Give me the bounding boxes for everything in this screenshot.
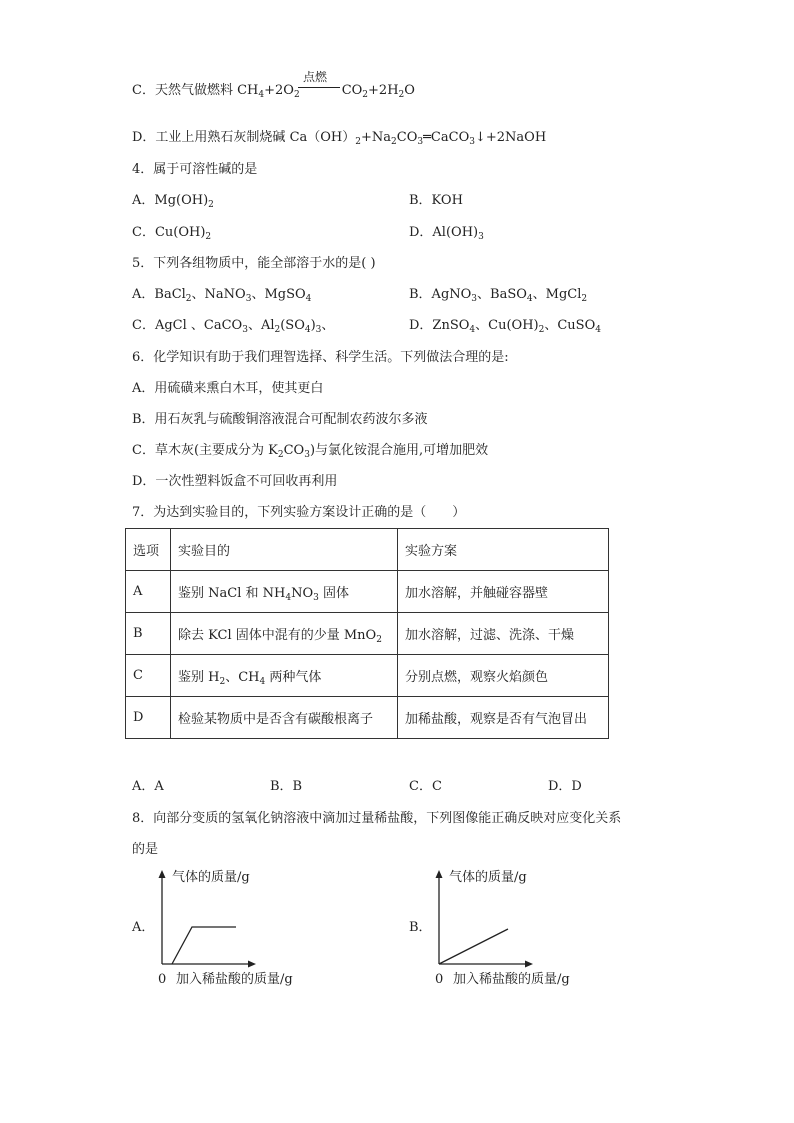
q4-stem: 4．属于可溶性碱的是 — [132, 162, 258, 177]
graph-a-curve — [172, 927, 236, 964]
graph-a-y-label: 气体的质量/g — [172, 870, 250, 885]
q5-option-b: B．AgNO$_3$、BaSO$_4$、MgCl$_2$ — [409, 287, 588, 304]
q7-answer-d: D．D — [548, 779, 582, 794]
q8-stem-line2: 的是 — [132, 842, 159, 857]
condition-label: 点燃 — [303, 70, 328, 84]
graph-a-x-label: 加入稀盐酸的质量/g — [176, 972, 293, 987]
q5-option-d-text: D．ZnSO — [409, 318, 470, 333]
reaction-condition — [298, 70, 340, 88]
q4-option-b: B．KOH — [409, 193, 463, 208]
graph-b-plot — [429, 868, 539, 968]
q7-stem: 7．为达到实验目的，下列实验方案设计正确的是（ ） — [132, 505, 466, 520]
q7-answer-b: B．B — [270, 779, 303, 794]
graph-a-plot — [152, 868, 262, 968]
graph-a-origin: 0 — [158, 972, 167, 987]
q5-option-a-text: A．BaCl — [132, 287, 186, 302]
graph-b-curve — [439, 929, 508, 964]
row-c-plan: 分别点燃，观察火焰颜色 — [398, 655, 609, 697]
table-row — [126, 571, 609, 613]
q6-option-c: C．草木灰(主要成分为 $K_2CO_3$)与氯化铵混合施用,可增加肥效 — [132, 443, 489, 460]
graph-b-option-label: B． — [409, 920, 432, 935]
q3-option-d: D．工业上用熟石灰制烧碱 $Ca(OH)_2+Na_2CO_3═CaCO_3↓+2NaOH$ — [132, 130, 547, 147]
q4-option-d-text: D．Al(OH) — [409, 225, 479, 240]
row-c-option: C — [126, 655, 171, 697]
row-d-goal: 检验某物质中是否含有碳酸根离子 — [171, 697, 398, 739]
table-row — [126, 655, 609, 697]
header-option: 选项 — [126, 529, 171, 571]
q3-option-c: C．天然气做燃料 $CH_4+2O_2$ $CO_2+2H_2O$ — [132, 83, 415, 100]
row-b-option: B — [126, 613, 171, 655]
graph-a-y-arrow — [159, 870, 166, 878]
row-a-option: A — [126, 571, 171, 613]
q7-answer-a: A．A — [132, 779, 164, 794]
q6-option-c-post: 与氯化铵混合施用,可增加肥效 — [315, 443, 489, 458]
row-b-plan: 加水溶解，过滤、洗涤、干燥 — [398, 613, 609, 655]
row-b-goal: 除去 KCl 固体中混有的少量 MnO$_2$ — [171, 613, 398, 655]
graph-b-y-arrow — [436, 870, 443, 878]
q8-stem-line1: 8．向部分变质的氢氧化钠溶液中滴加过量稀盐酸，下列图像能正确反映对应变化关系 — [132, 811, 622, 826]
q6-option-b: B．用石灰乳与硫酸铜溶液混合可配制农药波尔多液 — [132, 412, 428, 427]
q5-option-c-text: C．AgCl 、CaCO — [132, 318, 243, 333]
q3-option-d-text: D．工业上用熟石灰制烧碱 — [132, 130, 290, 145]
graph-b-origin: 0 — [435, 972, 444, 987]
q4-option-a-text: A．Mg(OH) — [132, 193, 209, 208]
q5-option-a: A．BaCl$_2$、NaNO$_3$、MgSO$_4$ — [132, 287, 312, 304]
row-d-option: D — [126, 697, 171, 739]
q6-stem: 6．化学知识有助于我们理智选择、科学生活。下列做法合理的是: — [132, 350, 509, 365]
q5-stem: 5．下列各组物质中，能全部溶于水的是( ) — [132, 256, 376, 271]
row-d-plan: 加稀盐酸，观察是否有气泡冒出 — [398, 697, 609, 739]
q7-answer-c: C．C — [409, 779, 442, 794]
q5-option-d: D．ZnSO$_4$、$Cu(OH)_2$、CuSO$_4$ — [409, 318, 601, 335]
q6-option-d: D．一次性塑料饭盒不可回收再利用 — [132, 474, 338, 489]
header-goal: 实验目的 — [171, 529, 398, 571]
row-c-goal: 鉴别 $H_2$、$CH_4$ 两种气体 — [171, 655, 398, 697]
row-a-plan: 加水溶解，并触碰容器壁 — [398, 571, 609, 613]
condition-bar — [298, 87, 340, 88]
q5-option-b-text: B．AgNO — [409, 287, 472, 302]
experiment-table — [125, 528, 609, 739]
graph-a-option-label: A． — [132, 920, 155, 935]
q4-option-d: D．$Al(OH)_3$ — [409, 225, 484, 242]
table-row — [126, 697, 609, 739]
graph-b-y-label: 气体的质量/g — [449, 870, 527, 885]
header-plan: 实验方案 — [398, 529, 609, 571]
row-a-goal: 鉴别 NaCl 和 $NH_4NO_3$ 固体 — [171, 571, 398, 613]
q6-option-a: A．用硫磺来熏白木耳，使其更白 — [132, 381, 324, 396]
table-row — [126, 613, 609, 655]
q6-option-c-pre: C．草木灰(主要成分为 K — [132, 443, 278, 458]
table-header-row — [126, 529, 609, 571]
q4-option-a: A．$Mg(OH)_2$ — [132, 193, 214, 210]
q5-option-c: C．AgCl 、CaCO$_3$、$Al_2(SO_4)_3$、 — [132, 318, 335, 335]
q4-option-c: C．$Cu(OH)_2$ — [132, 225, 212, 242]
graph-a-x-arrow — [248, 961, 256, 968]
graph-b-x-arrow — [525, 961, 533, 968]
graph-b-x-label: 加入稀盐酸的质量/g — [453, 972, 570, 987]
q3-option-c-text: C．天然气做燃料 — [132, 83, 238, 98]
q4-option-c-text: C．Cu(OH) — [132, 225, 206, 240]
